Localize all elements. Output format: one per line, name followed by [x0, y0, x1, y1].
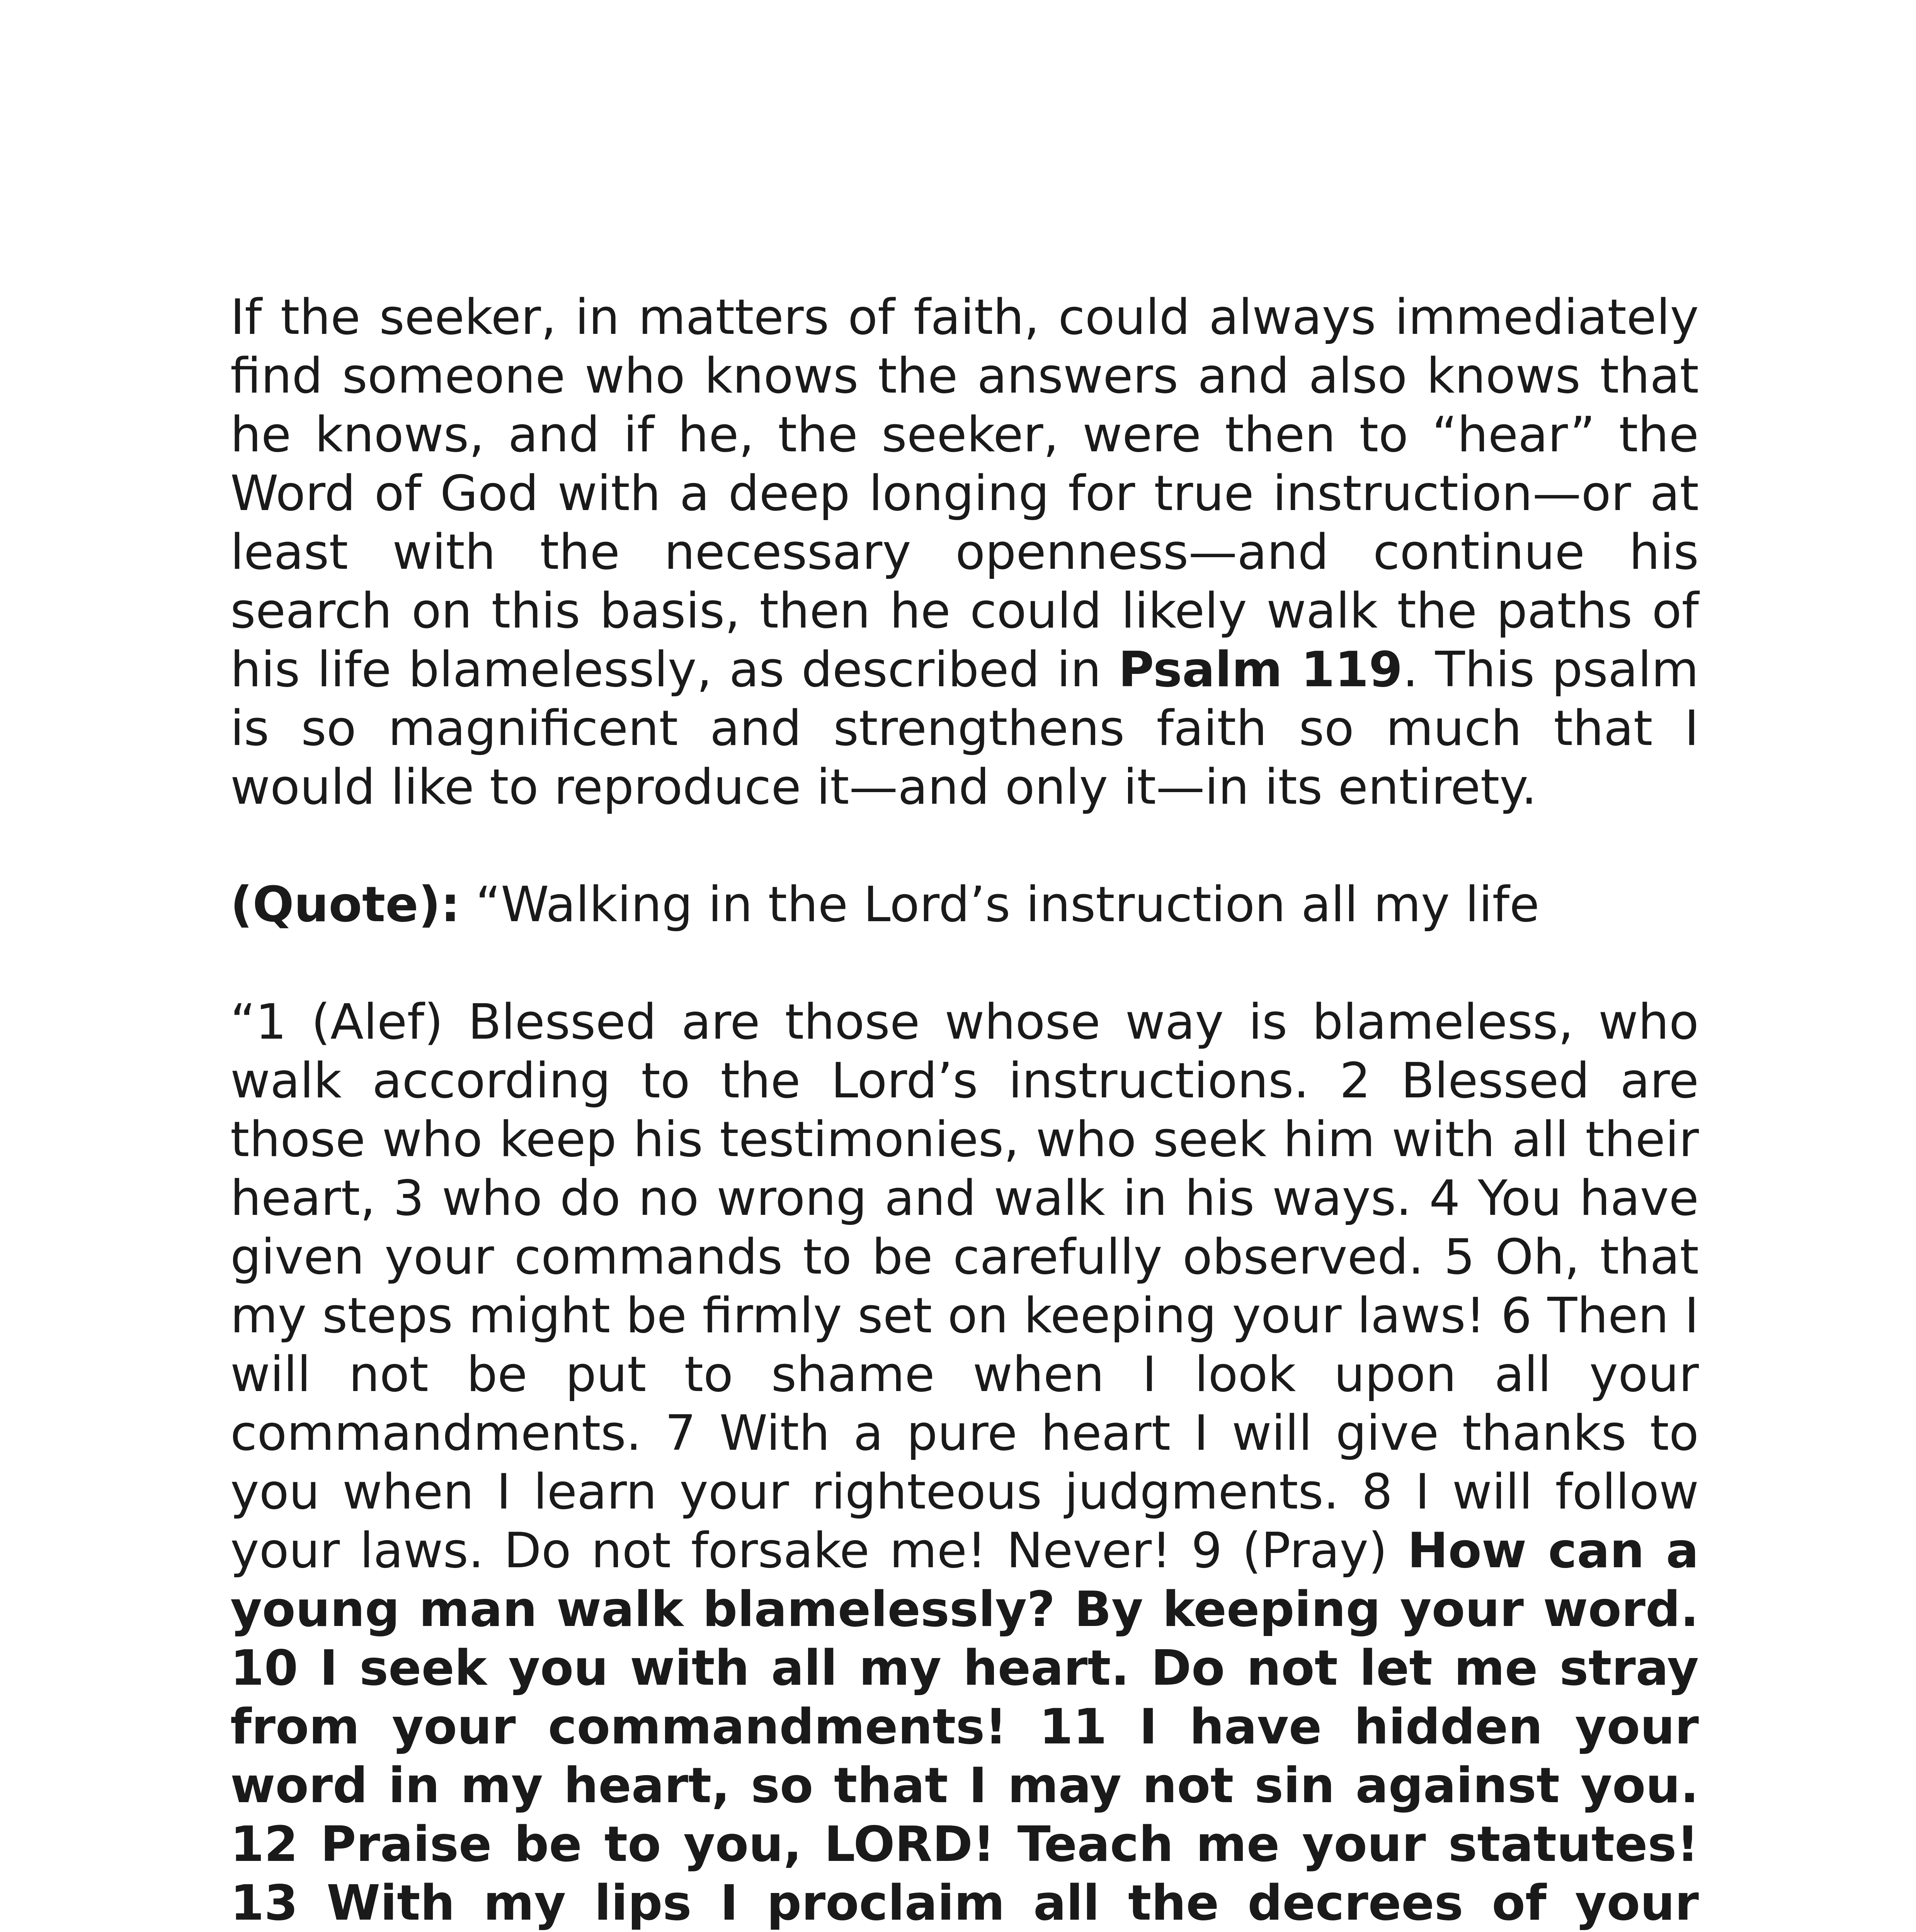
psalm-text-start: “1 (Alef) Blessed are those whose way is blameless, who walk according to the Lord’s instructions. 2 Blessed are those who keep his testimonies, who seek him with all their heart, 3 who do no wrong and walk in his ways. 4 You have given your commands to be carefully observed. 5 Oh, that my steps might be firmly set on keeping your laws! 6 Then I will not be put to shame when I look upon all your commandments. 7 With a pure heart I will give thanks to you when I learn your righteous judgments. 8 I will follow your laws. Do not forsake me! Never! 9 (Pray) [230, 993, 1699, 1579]
intro-text-start: If the seeker, in matters of faith, could always immediately find someone who knows the answers and also knows that he knows, and if he, the seeker, were then to “hear” the Word of God with a deep longing for true instruction—or at least with the necessary openness—and continue his search on this basis, then he could likely walk the paths of his life blamelessly, as described in [230, 289, 1699, 698]
paragraph-spacer [230, 934, 1699, 993]
paragraph-spacer [230, 816, 1699, 875]
psalm-bold-passage: How can a young man walk blamelessly? By keeping your word. 10 I seek you with all my heart. Do not let me stray from your commandments! 11 I have hidden your word in my heart, so that I may not sin against you. 12 Praise be to you, LORD! Teach me your statutes! 13 With my lips I proclaim all the decrees of your [230, 1522, 1699, 1931]
quote-label: (Quote): [230, 876, 460, 933]
quote-heading [230, 875, 1699, 934]
intro-text-end: . This psalm is so magnificent and strengthens faith so much that I would like to reproduce it—and only it—in its entirety. [230, 641, 1699, 815]
psalm-paragraph [230, 993, 1699, 1932]
psalm-reference: Psalm 119 [1118, 641, 1403, 698]
intro-paragraph [230, 288, 1699, 816]
quote-title: “Walking in the Lord’s instruction all my life [460, 876, 1540, 933]
body-text [230, 288, 1699, 1932]
